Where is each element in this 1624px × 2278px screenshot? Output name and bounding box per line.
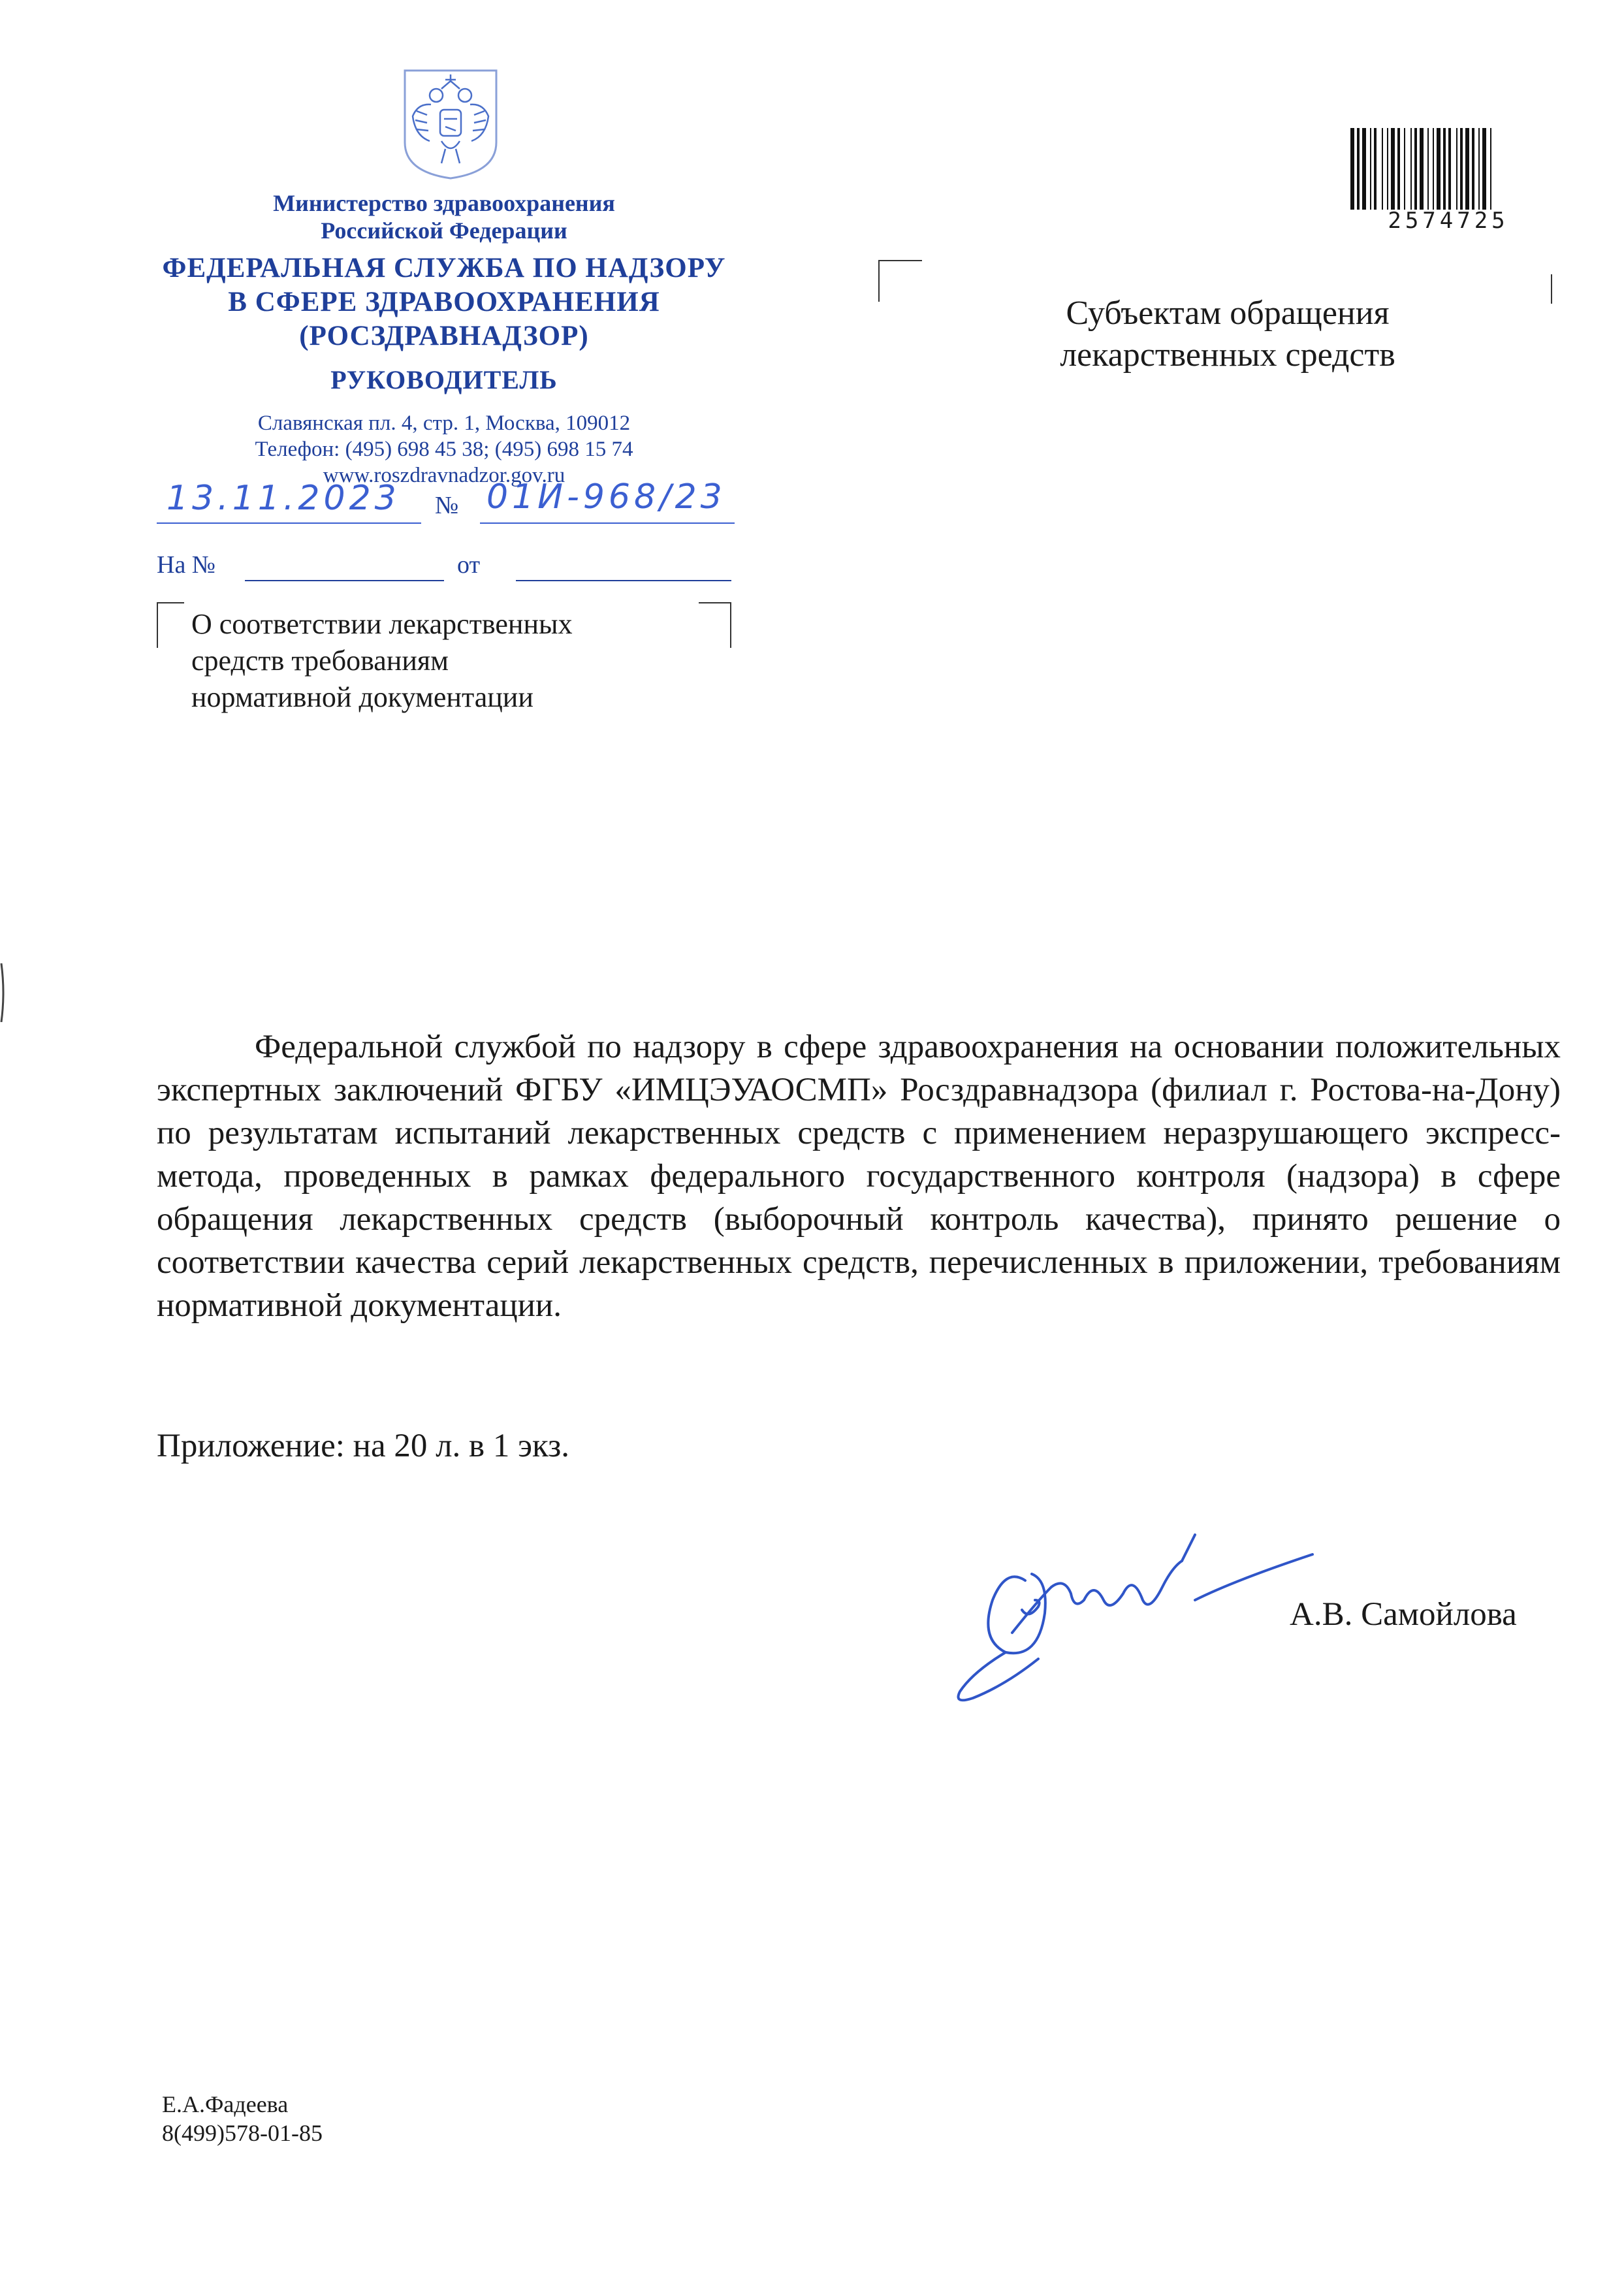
barcode-bar [1404,128,1405,210]
barcode-bar [1357,128,1360,210]
ministry-line-2: Российской Федерации [321,217,567,244]
ministry-line-1: Министерство здравоохранения [273,190,615,216]
barcode-bar [1437,128,1441,210]
barcode-bar [1387,128,1388,210]
executor-phone: 8(499)578-01-85 [162,2120,323,2146]
registration-date: 13.11.2023 [167,479,400,518]
barcode-bar [1482,128,1486,210]
barcode-bar [1472,128,1474,210]
addressee [966,293,1489,376]
agency-line-1: ФЕДЕРАЛЬНАЯ СЛУЖБА ПО НАДЗОРУ [162,253,726,283]
addressee-bracket-left [878,260,922,302]
website-link[interactable]: www.roszdravnadzor.gov.ru [323,464,565,487]
subject-line-1: О соответствии лекарственных [191,608,573,640]
barcode-bar [1414,128,1417,210]
head-title: РУКОВОДИТЕЛЬ [330,365,558,394]
subject-bracket-left [157,602,184,648]
handwritten-signature [908,1502,1332,1711]
addressee-line-2: лекарственных средств [1060,336,1395,374]
letter-body: Федеральной службой по надзору в сфере здравоохранения на основании положительных экспертных заключений ФГБУ «ИМЦЭУАОСМП» Росздравнадзора (филиал г. Ростова-на-Дону) по результатам испытаний лекарственных средств с применением неразрушающего экспресс-метода, проведенных в рамках федерального государственного контроля (надзора) в сфере обращения лекарственных средств (выборочный контроль качества), принято решение о соответствии качества серий лекарственных средств, перечисленных в приложении, требованиям нормативной документации. [157,1029,1561,1324]
addressee-line-1: Субъектам обращения [1066,295,1390,332]
addressee-bracket-right [1551,274,1553,304]
barcode-bar [1465,128,1469,210]
agency-address [150,410,738,489]
number-underline [480,522,735,524]
letter-subject [191,606,688,716]
document-barcode [1350,128,1546,213]
executor-info [162,2090,323,2147]
reference-number-blank [245,580,444,581]
barcode-bar [1427,128,1429,210]
registration-number-label: № [435,492,459,519]
ministry-name [150,189,738,244]
date-underline [157,522,421,524]
barcode-number: 2574725 [1388,208,1509,234]
barcode-bar [1374,128,1377,210]
barcode-bar [1433,128,1434,210]
address-line-2: Телефон: (495) 698 45 38; (495) 698 15 74 [255,438,633,461]
barcode-bar [1397,128,1400,210]
agency-line-3: (РОСЗДРАВНАДЗОР) [299,321,589,351]
barcode-bar [1350,128,1354,210]
barcode-bar [1490,128,1491,210]
barcode-bar [1410,128,1412,210]
barcode-bar [1382,128,1383,210]
barcode-bar [1420,128,1424,210]
barcode-bar [1370,128,1371,210]
barcode-bar [1478,128,1480,210]
barcode-bar [1448,128,1451,210]
barcode-bar [1443,128,1446,210]
agency-name [118,251,771,353]
reference-date-label: от [457,551,481,579]
barcode-bar [1391,128,1395,210]
registration-number: 01И-968/23 [486,477,726,517]
signer-name: А.В. Самойлова [1290,1596,1517,1633]
subject-bracket-right [699,602,731,648]
executor-name: Е.А.Фадеева [162,2091,289,2117]
reference-number-label: На № [157,551,216,579]
subject-line-3: нормативной документации [191,681,533,713]
annex-note: Приложение: на 20 л. в 1 экз. [157,1428,569,1464]
barcode-bar [1456,128,1457,210]
russian-coat-of-arms-icon [398,64,503,182]
agency-line-2: В СФЕРЕ ЗДРАВООХРАНЕНИЯ [228,287,660,317]
barcode-bar [1362,128,1366,210]
reference-date-blank [516,580,731,581]
subject-line-2: средств требованиям [191,645,449,677]
scan-edge-mark [0,963,5,1022]
address-line-1: Славянская пл. 4, стр. 1, Москва, 109012 [257,411,631,435]
barcode-bar [1460,128,1463,210]
